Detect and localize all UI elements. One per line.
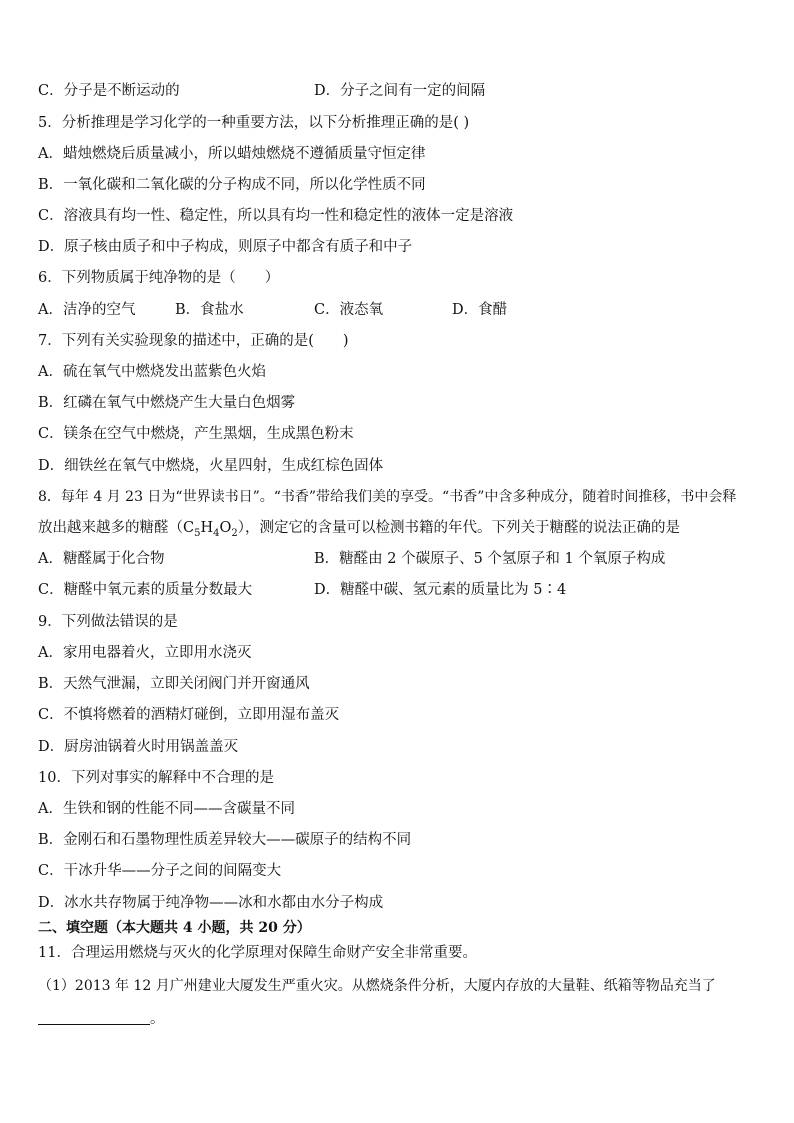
q11-stem: 11．合理运用燃烧与灭火的化学原理对保障生命财产安全非常重要。 — [38, 945, 477, 961]
q7-option-c: C．镁条在空气中燃烧，产生黑烟，生成黑色粉末 — [38, 426, 354, 442]
q8-option-b: B．糖醛由 2 个碳原子、5 个氢原子和 1 个氧原子构成 — [314, 551, 666, 567]
q7-option-d: D．细铁丝在氧气中燃烧，火星四射，生成红棕色固体 — [38, 458, 384, 474]
q8-option-d: D．糖醛中碳、氢元素的质量比为 5∶4 — [314, 582, 567, 598]
q9-option-a: A．家用电器着火，立即用水浇灭 — [38, 645, 252, 661]
q8-stem-text: ），测定它的含量可以检测书籍的年代。下列关于糖醛的说法正确的是 — [237, 520, 681, 536]
answer-blank[interactable] — [38, 1010, 150, 1025]
q10-option-c: C．干冰升华——分子之间的间隔变大 — [38, 863, 282, 879]
q5-option-a: A．蜡烛燃烧后质量减小，所以蜡烛燃烧不遵循质量守恒定律 — [38, 146, 426, 162]
q5-option-b: B．一氧化碳和二氧化碳的分子构成不同，所以化学性质不同 — [38, 177, 426, 193]
q5-option-c: C．溶液具有均一性、稳定性，所以具有均一性和稳定性的液体一定是溶液 — [38, 208, 514, 224]
q10-option-a: A．生铁和钢的性能不同——含碳量不同 — [38, 801, 295, 817]
q8-option-c: C．糖醛中氧元素的质量分数最大 — [38, 582, 253, 598]
q10-option-d: D．冰水共存物属于纯净物——冰和水都由水分子构成 — [38, 895, 384, 911]
formula-subscript: 2 — [231, 527, 238, 539]
q6-option-b: B．食盐水 — [175, 302, 244, 318]
formula-subscript: 5 — [194, 527, 201, 539]
q11-end-punct: 。 — [150, 1011, 165, 1027]
q7-stem: 7．下列有关实验现象的描述中，正确的是( ) — [38, 333, 349, 349]
q8-stem-line1: 8．每年 4 月 23 日为“世界读书日”。“书香”带给我们美的享受。“书香”中含多种成分，随着时间推移，书中会释 — [38, 489, 737, 505]
q8-stem-line2 — [38, 518, 680, 538]
q7-option-b: B．红磷在氧气中燃烧产生大量白色烟雾 — [38, 395, 296, 411]
q7-option-a: A．硫在氧气中燃烧发出蓝紫色火焰 — [38, 364, 266, 380]
q9-stem: 9．下列做法错误的是 — [38, 614, 178, 630]
q6-option-c: C．液态氧 — [314, 302, 384, 318]
section-heading: 二、填空题（本大题共 4 小题，共 20 分） — [38, 920, 311, 936]
q9-option-c: C．不慎将燃着的酒精灯碰倒，立即用湿布盖灭 — [38, 707, 340, 723]
q6-option-a: A．洁净的空气 — [38, 302, 136, 318]
q5-stem: 5．分析推理是学习化学的一种重要方法，以下分析推理正确的是( ) — [38, 115, 470, 131]
formula-element: O — [219, 520, 232, 536]
q10-option-b: B．金刚石和石墨物理性质差异较大——碳原子的结构不同 — [38, 832, 412, 848]
q11-part1: （1）2013 年 12 月广州建业大厦发生严重火灾。从燃烧条件分析，大厦内存放的大量鞋、纸箱等物品充当了 — [38, 978, 716, 994]
formula-element: H — [200, 520, 214, 536]
q4-option-c: C．分子是不断运动的 — [38, 83, 180, 99]
q9-option-b: B．天然气泄漏，立即关闭阀门并开窗通风 — [38, 676, 310, 692]
q8-option-a: A．糖醛属于化合物 — [38, 551, 165, 567]
q6-stem: 6．下列物质属于纯净物的是（ ） — [38, 270, 280, 286]
q9-option-d: D．厨房油锅着火时用锅盖盖灭 — [38, 739, 239, 755]
q6-option-d: D．食醋 — [452, 302, 508, 318]
q8-stem-text: 放出越来越多的糖醛（C — [38, 520, 195, 536]
q11-answer-line — [38, 1009, 165, 1029]
q10-stem: 10．下列对事实的解释中不合理的是 — [38, 770, 274, 786]
q4-option-d: D．分子之间有一定的间隔 — [314, 83, 486, 99]
formula-subscript: 4 — [213, 527, 220, 539]
q5-option-d: D．原子核由质子和中子构成，则原子中都含有质子和中子 — [38, 239, 413, 255]
